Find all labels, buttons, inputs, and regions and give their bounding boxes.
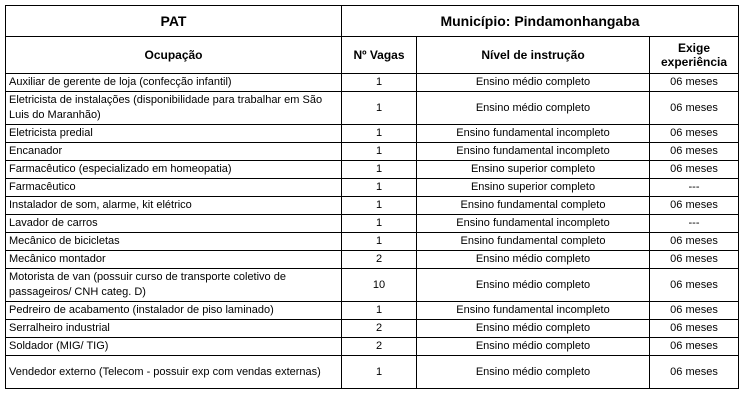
- education-cell: Ensino médio completo: [417, 320, 650, 338]
- education-cell: Ensino médio completo: [417, 269, 650, 302]
- vacancies-cell: 1: [342, 143, 417, 161]
- occupation-cell: Eletricista de instalações (disponibilidade para trabalhar em São Luis do Maranhão): [6, 92, 342, 125]
- experience-header-line1: Exige: [678, 41, 711, 55]
- vacancies-cell: 1: [342, 302, 417, 320]
- vacancies-cell: 1: [342, 92, 417, 125]
- education-cell: Ensino médio completo: [417, 92, 650, 125]
- occupation-cell: Auxiliar de gerente de loja (confecção infantil): [6, 74, 342, 92]
- education-cell: Ensino médio completo: [417, 251, 650, 269]
- vacancies-cell: 1: [342, 197, 417, 215]
- experience-cell: 06 meses: [650, 269, 739, 302]
- experience-cell: 06 meses: [650, 92, 739, 125]
- experience-cell: 06 meses: [650, 74, 739, 92]
- experience-cell: 06 meses: [650, 125, 739, 143]
- table-row: [6, 179, 739, 197]
- table-row: [6, 233, 739, 251]
- occupation-cell: Instalador de som, alarme, kit elétrico: [6, 197, 342, 215]
- experience-cell: 06 meses: [650, 143, 739, 161]
- occupation-cell: Eletricista predial: [6, 125, 342, 143]
- education-cell: Ensino fundamental incompleto: [417, 125, 650, 143]
- experience-header-line2: experiência: [660, 55, 728, 69]
- experience-header: [650, 37, 739, 74]
- vacancies-cell: 1: [342, 356, 417, 389]
- experience-cell: 06 meses: [650, 161, 739, 179]
- table-row: [6, 125, 739, 143]
- table-row: [6, 338, 739, 356]
- table-row: [6, 197, 739, 215]
- table-row: [6, 161, 739, 179]
- vacancies-cell: 1: [342, 179, 417, 197]
- experience-cell: 06 meses: [650, 302, 739, 320]
- experience-cell: ---: [650, 215, 739, 233]
- job-vacancies-table: [5, 5, 739, 389]
- table-row: [6, 92, 739, 125]
- occupation-cell: Vendedor externo (Telecom - possuir exp com vendas externas): [6, 356, 342, 389]
- vacancies-cell: 10: [342, 269, 417, 302]
- occupation-cell: Encanador: [6, 143, 342, 161]
- table-row: [6, 143, 739, 161]
- education-cell: Ensino fundamental completo: [417, 197, 650, 215]
- occupation-cell: Pedreiro de acabamento (instalador de piso laminado): [6, 302, 342, 320]
- experience-cell: 06 meses: [650, 251, 739, 269]
- table-row: [6, 302, 739, 320]
- education-cell: Ensino superior completo: [417, 161, 650, 179]
- experience-cell: 06 meses: [650, 320, 739, 338]
- education-cell: Ensino fundamental incompleto: [417, 215, 650, 233]
- vacancies-cell: 1: [342, 125, 417, 143]
- experience-cell: 06 meses: [650, 233, 739, 251]
- vacancies-header: Nº Vagas: [342, 37, 417, 74]
- table-row: [6, 251, 739, 269]
- education-cell: Ensino fundamental incompleto: [417, 302, 650, 320]
- pat-title: PAT: [6, 6, 342, 37]
- occupation-cell: Mecânico de bicicletas: [6, 233, 342, 251]
- table-title-row: [6, 6, 739, 37]
- vacancies-cell: 2: [342, 320, 417, 338]
- vacancies-cell: 1: [342, 74, 417, 92]
- vacancies-cell: 2: [342, 251, 417, 269]
- table-row: [6, 269, 739, 302]
- occupation-cell: Mecânico montador: [6, 251, 342, 269]
- column-header-row: [6, 37, 739, 74]
- occupation-cell: Motorista de van (possuir curso de transporte coletivo de passageiros/ CNH categ. D): [6, 269, 342, 302]
- experience-cell: 06 meses: [650, 338, 739, 356]
- vacancies-cell: 2: [342, 338, 417, 356]
- occupation-cell: Lavador de carros: [6, 215, 342, 233]
- occupation-cell: Farmacêutico: [6, 179, 342, 197]
- occupation-cell: Soldador (MIG/ TIG): [6, 338, 342, 356]
- occupation-cell: Farmacêutico (especializado em homeopatia): [6, 161, 342, 179]
- education-cell: Ensino médio completo: [417, 356, 650, 389]
- experience-cell: 06 meses: [650, 197, 739, 215]
- table-row: [6, 320, 739, 338]
- occupation-header: Ocupação: [6, 37, 342, 74]
- education-cell: Ensino fundamental completo: [417, 233, 650, 251]
- experience-cell: ---: [650, 179, 739, 197]
- education-cell: Ensino fundamental incompleto: [417, 143, 650, 161]
- experience-cell: 06 meses: [650, 356, 739, 389]
- table-row: [6, 74, 739, 92]
- vacancies-cell: 1: [342, 233, 417, 251]
- education-cell: Ensino médio completo: [417, 74, 650, 92]
- education-cell: Ensino médio completo: [417, 338, 650, 356]
- municipality-title: Município: Pindamonhangaba: [342, 6, 739, 37]
- education-cell: Ensino superior completo: [417, 179, 650, 197]
- occupation-cell: Serralheiro industrial: [6, 320, 342, 338]
- vacancies-cell: 1: [342, 161, 417, 179]
- table-row: [6, 215, 739, 233]
- vacancies-cell: 1: [342, 215, 417, 233]
- table-row: [6, 356, 739, 389]
- education-header: Nível de instrução: [417, 37, 650, 74]
